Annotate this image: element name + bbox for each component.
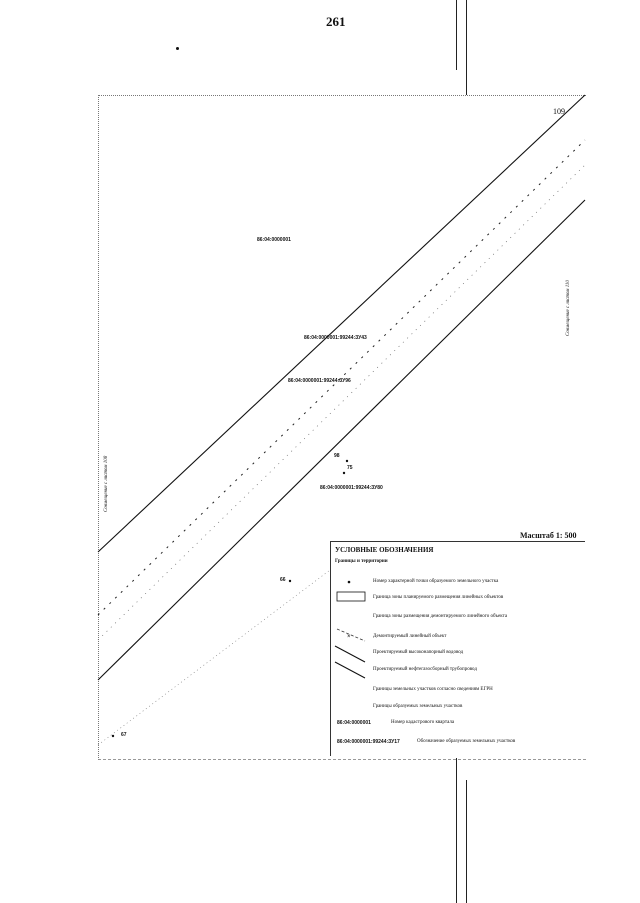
point-label: 67 [121,732,127,738]
characteristic-point [112,735,114,737]
legend-item-label: Демонтируемый линейный объект [373,634,447,639]
parcel-label: 86:04:0000001:99244:ЗУ96 [288,378,351,384]
parcel-boundary [98,570,330,745]
legend-dismantled-symbol [337,629,365,641]
legend-waterline-symbol [335,646,365,662]
legend-quarter-desc: Номер кадастрового квартала [391,720,455,725]
legend-oilpipe-symbol [335,662,365,678]
page-number: 261 [326,14,346,29]
legend-zone-symbol [337,592,365,601]
legend-parcel-desc: Обозначение образуемых земельных участков [417,739,516,744]
legend-item-label: Граница зоны планируемого размещения линейных объектов [373,595,504,600]
legend-title: УСЛОВНЫЕ ОБОЗНАЧЕНИЯ [335,546,434,554]
planned-zone-boundary-upper [98,95,585,552]
legend-item-label: Номер характерной точки образуемого земельного участка [373,579,499,584]
legend-item-label: Проектируемый высоконапорный водовод [373,650,464,655]
parcel-label: 86:04:0000001:99244:ЗУ43 [304,335,367,341]
legend-item-label: Границы земельных участков согласно сведениям ЕГРН [373,687,493,692]
sheet-join-note-left: Совмещение с листом 108 [104,455,109,512]
legend-quarter-code: 86:04:0000001 [337,720,371,726]
characteristic-point [346,460,348,462]
scale-label: Масштаб 1: 500 [520,531,577,540]
characteristic-point [289,580,291,582]
legend-parcel-code: 86:04:0000001:99244:ЗУ17 [337,739,400,745]
legend-item-label: Проектируемый нефтегазосборный трубопровод [373,667,477,672]
legend-item-label: Границы образуемых земельных участков [373,704,463,709]
point-label: 75 [347,465,353,471]
legend-panel [330,541,585,756]
characteristic-point [343,472,345,474]
parcel-label: 86:04:0000001:99244:ЗУ80 [320,485,383,491]
point-label: 66 [280,577,286,583]
legend-item-label: Граница зоны размещения демонтируемого линейного объекта [373,614,508,619]
legend-subtitle: Границы и территории [335,559,388,564]
sheet-join-note-right: Совмещение с листом 110 [566,280,571,336]
sheet-number: 109 [553,107,565,116]
quarter-label: 86:04:0000001 [257,237,291,243]
legend-point-symbol [348,581,351,584]
legend-dismantled-mark: × [347,634,351,640]
point-label: 98 [334,453,340,459]
